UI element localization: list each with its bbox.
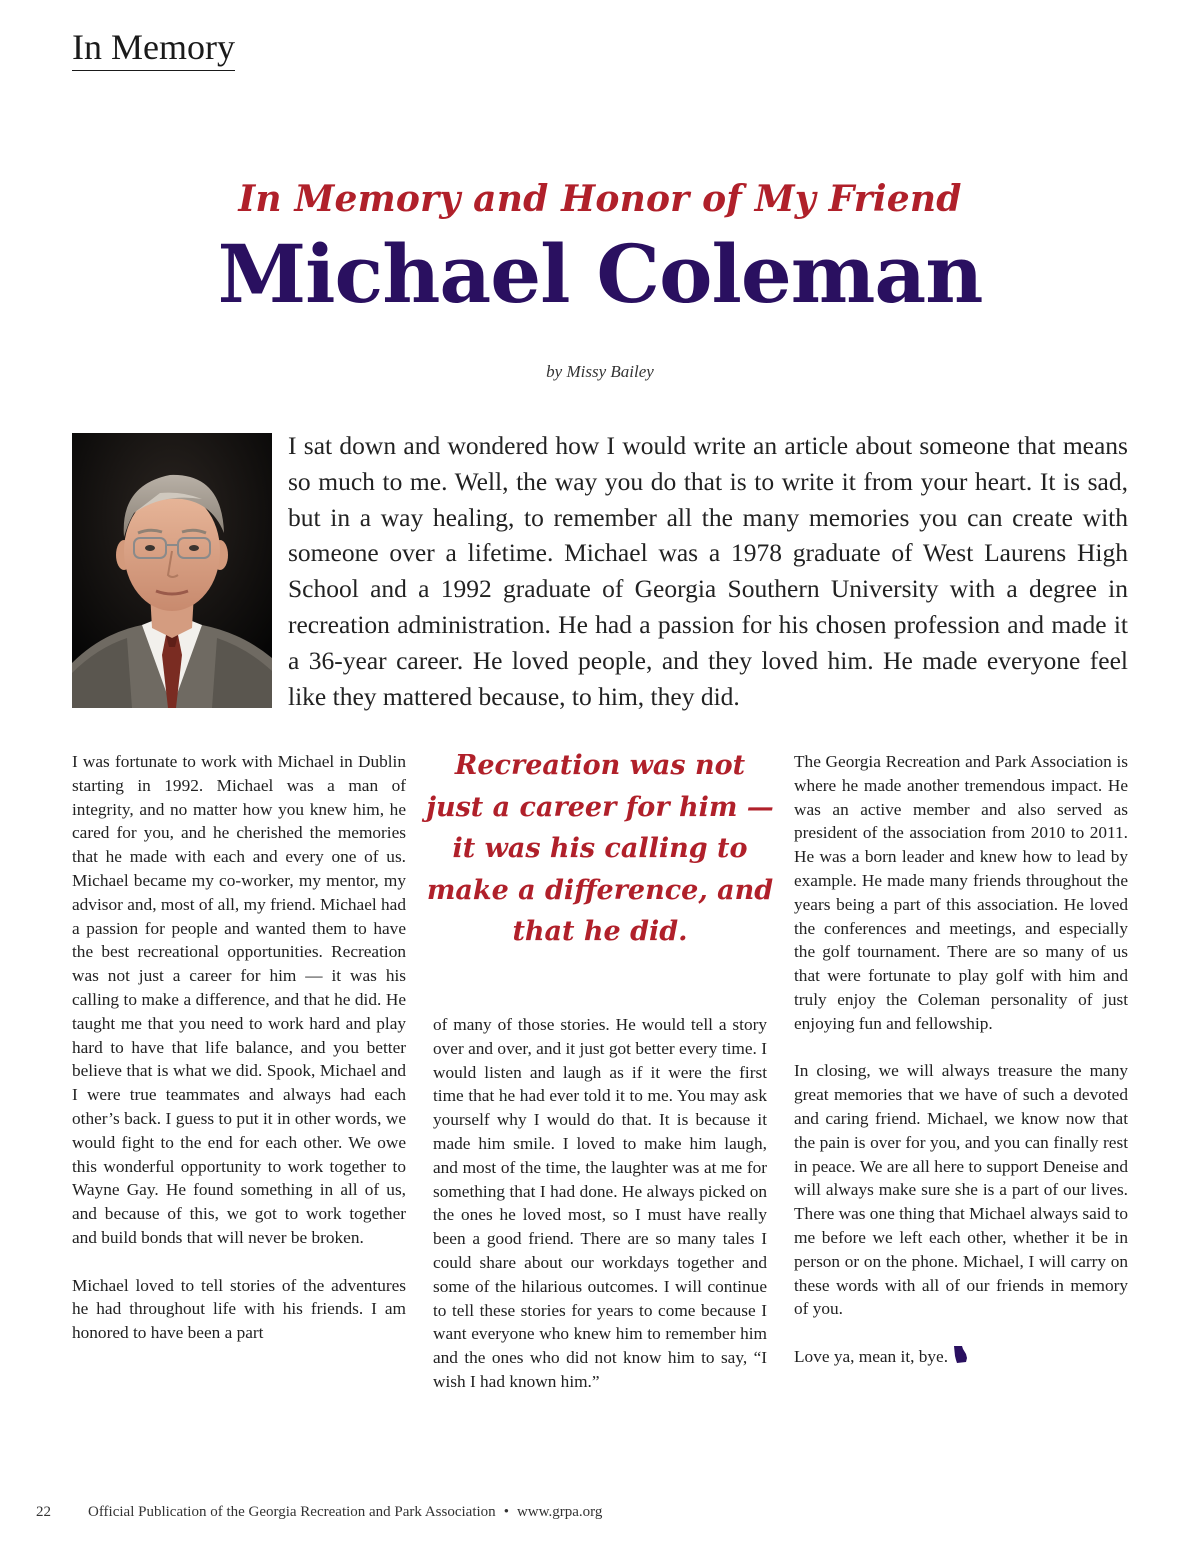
pull-quote: Recreation was not just a career for him — it was his calling to make a difference, and that he did. <box>426 750 774 947</box>
byline: by Missy Bailey <box>546 362 654 381</box>
page-number: 22 <box>36 1504 51 1520</box>
body-paragraph: of many of those stories. He would tell a story over and over, and it just got better every time. I would listen and laugh as if it were the first time that he had ever told it to me. You may ask yourself why I would do that. It is because it made him smile. I loved to make him laugh, and most of the time, the laughter was at me for something that I had done. He always picked on the ones he loved most, so I must have really been a good friend. There are so many tales I could share about our workdays together and some of the hilarious outcomes. I will continue to tell these stories for years to come because I want everyone who knew him to remember him and the ones who did not know him to say, “I wish I had known him.” <box>433 1015 767 1391</box>
portrait-photo <box>72 433 272 708</box>
body-paragraph: I was fortunate to work with Michael in Dublin starting in 1992. Michael was a man of integrity, and no matter how you knew him, he cared for you, and he cherished the memories that he made with each and every one of us. Michael became my co-worker, my mentor, my advisor and, most of all, my friend. Michael had a passion for people and wanted them to have the best recreational opportunities. Recreation was not just a career for him — it was his calling to make a difference, and that he did. He taught me that you need to work hard and play hard to have that life balance, and you better believe that is what we did. Spook, Michael and I were true teammates and always had each other’s back. I guess to put it in other words, we would fight to the end for each other. We owe this wonderful opportunity to work together to Wayne Gay. He found something in all of us, and because of this, we got to work together and build bonds that will never be broken. <box>72 752 406 1247</box>
body-paragraph: The Georgia Recreation and Park Association is where he made another tremendous impact. He was an active member and also served as president of the association from 2010 to 2011. He was a born leader and knew how to lead by example. He made many friends throughout the years being a part of this association. He loved the conferences and meetings, and especially the golf tournament. There are so many of us that were fortunate to play golf with him and truly enjoy the Coleman personality of just enjoying fun and fellowship. <box>794 752 1128 1033</box>
publication-url[interactable]: www.grpa.org <box>516 1504 603 1520</box>
footer <box>88 1504 602 1521</box>
column-1 <box>72 750 406 1345</box>
article-headline: Michael Coleman <box>217 227 983 321</box>
article-kicker: In Memory and Honor of My Friend <box>238 178 962 220</box>
body-paragraph: Michael loved to tell stories of the adventures he had throughout life with his friends. I am honored to have been a part <box>72 1275 406 1343</box>
georgia-state-silhouette-icon <box>952 1346 968 1371</box>
body-paragraph: In closing, we will always treasure the many great memories that we have of such a devoted and caring friend. Michael, we know now that the pain is over for you, and you can finally rest in peace. We are all here to support Deneise and will always make sure she is a part of our lives. There was one thing that Michael always said to me before we left each other, whether it be in person or on the phone. Michael, I will carry on these words with all of our friends in memory of you. <box>794 1061 1129 1319</box>
column-3 <box>794 750 1128 1370</box>
closing-line: Love ya, mean it, bye. <box>794 1346 949 1366</box>
intro-paragraph: I sat down and wondered how I would write an article about someone that means so much to me. Well, the way you do that is to write it from your heart. It is sad, but in a way healing, to remember all the many memories you can create with someone over a lifetime. Michael was a 1978 graduate of West Laurens High School and a 1992 graduate of Georgia Southern University with a degree in recreation administration. He had a passion for his chosen profession and made it a 36-year career. He loved people, and they loved him. He made everyone feel like they mattered because, to him, they did. <box>288 431 1128 711</box>
column-2 <box>433 1013 767 1394</box>
closing-line-paragraph <box>794 1345 1128 1370</box>
publication-name: Official Publication of the Georgia Recreation and Park Association <box>88 1504 496 1520</box>
footer-separator: • <box>503 1504 509 1520</box>
section-label: In Memory <box>72 28 235 71</box>
